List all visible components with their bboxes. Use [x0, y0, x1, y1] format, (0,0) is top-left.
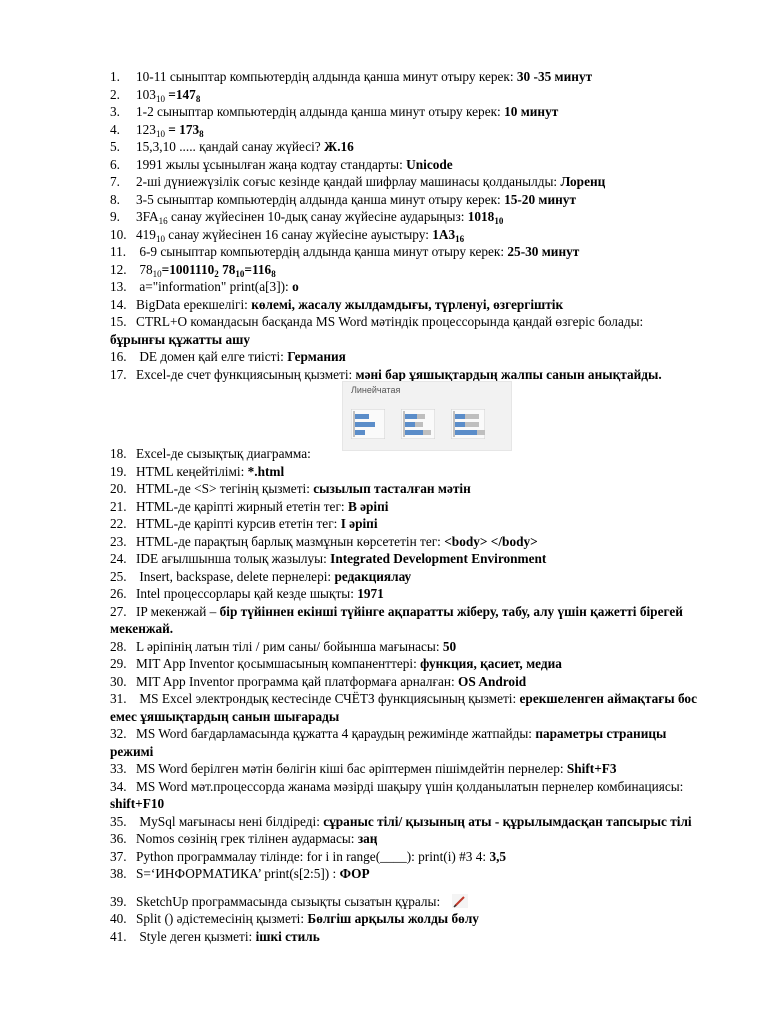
- question-item: [110, 655, 700, 673]
- answer-text: Германия: [287, 349, 346, 364]
- answer-text: B әріпі: [347, 498, 389, 514]
- question-item: [110, 296, 700, 314]
- answer-text: <body> </body>: [444, 533, 538, 549]
- question-text: 78: [136, 261, 153, 277]
- answer-text: shift+F10: [110, 796, 165, 811]
- answer-text: =1001110: [161, 261, 215, 277]
- answer-text: I әріпі: [340, 516, 378, 531]
- answer-text: =116: [244, 261, 272, 277]
- item-number: 28.: [110, 638, 127, 654]
- answer-text: бір түйіннен екінші түйінге ақпаратты жіберу, табу, алу үшін қажетті бірегей мекенжай.: [110, 603, 683, 636]
- item-number: 25.: [110, 568, 127, 584]
- answer-text: 50: [442, 638, 457, 654]
- answer-subscript: 8: [195, 93, 201, 104]
- question-item: [110, 778, 700, 813]
- answer-text: Shift+F3: [566, 761, 617, 776]
- question-text: Excel-де счет функциясының қызметі:: [136, 366, 356, 382]
- item-number: 21.: [110, 498, 127, 514]
- question-item: [110, 156, 700, 174]
- question-item: [110, 928, 700, 946]
- item-value: 123: [136, 121, 156, 137]
- question-text: HTML-де қаріпті курсив ететін тег:: [136, 516, 341, 531]
- question-item: [110, 760, 700, 778]
- item-number: 12.: [110, 261, 127, 277]
- item-number: 40.: [110, 911, 127, 926]
- question-item: [110, 278, 700, 296]
- item-number: 29.: [110, 656, 127, 671]
- question-item: [110, 191, 700, 209]
- answer-text: заң: [357, 831, 378, 846]
- question-text: BigData ерекшелігі:: [136, 296, 252, 312]
- item-number: 36.: [110, 831, 127, 846]
- answer-text: 15-20 минут: [504, 191, 576, 207]
- question-item: [110, 568, 700, 586]
- question-text: 3FA: [136, 209, 159, 224]
- question-text: санау жүйесінен 16 санау жүйесіне ауыстыру:: [164, 226, 433, 242]
- question-text: санау жүйесінен 10-дық санау жүйесіне аударыңыз:: [167, 209, 468, 224]
- item-number: 14.: [110, 296, 127, 312]
- question-text: 419: [136, 226, 156, 242]
- question-item: [110, 261, 700, 279]
- question-subscript: 10: [152, 268, 162, 279]
- answer-text: 10 минут: [504, 104, 559, 119]
- question-text: 6-9 сыныптар компьютердің алдында қанша минут отыру керек:: [136, 244, 508, 259]
- answer-text: Ж.16: [324, 139, 354, 154]
- pencil-tool-icon: [452, 894, 468, 908]
- item-number: 41.: [110, 928, 127, 944]
- answer-text: 3,5: [489, 848, 507, 864]
- question-text: MySql мағынасы нені білдіреді:: [136, 813, 324, 829]
- question-text: L әріпінің латын тілі / рим саны/ бойынша мағынасы:: [136, 638, 443, 654]
- item-subscript: 10: [155, 128, 165, 139]
- item-number: 39.: [110, 893, 127, 909]
- item-number: 3.: [110, 104, 120, 119]
- item-number: 35.: [110, 813, 127, 829]
- answer-text: мәні бар ұяшықтардың жалпы санын анықтайды.: [355, 366, 662, 382]
- question-text: Insert, backspase, delete пернелері:: [136, 568, 335, 584]
- item-number: 26.: [110, 586, 127, 601]
- question-text: Split () әдістемесінің қызметі:: [136, 911, 308, 926]
- item-number: 16.: [110, 349, 127, 364]
- question-text: MS Word берілген мәтін бөлігін кіші бас әріптермен пішімдейтін пернелер:: [136, 761, 567, 776]
- answer-text: функция, қасиет, медиа: [420, 656, 562, 671]
- answer-text: Бөлгіш арқылы жолды бөлу: [307, 911, 479, 926]
- item-number: 8.: [110, 191, 120, 207]
- spacer: [110, 883, 700, 893]
- answer-text: OS Android: [458, 673, 527, 689]
- item-number: 15.: [110, 314, 127, 329]
- item-number: 11.: [110, 244, 127, 259]
- question-item: [110, 480, 700, 498]
- answer-text: o: [292, 279, 299, 294]
- item-number: 19.: [110, 463, 127, 479]
- answer-text: редакциялау: [334, 568, 412, 584]
- item-number: 23.: [110, 533, 127, 549]
- question-item: [110, 813, 700, 831]
- item-number: 13.: [110, 279, 127, 294]
- question-text: Python программалау тілінде: for i in range(____): print(i) #3 4:: [136, 848, 490, 864]
- question-text: Intel процессорлары қай кезде шықты:: [136, 586, 358, 601]
- question-text: Nomos сөзінің грек тілінен аудармасы:: [136, 831, 358, 846]
- answer-text: ішкі стиль: [255, 928, 320, 944]
- answer-text: Лоренц: [560, 174, 606, 189]
- chart-type-caption: Линейчатая: [351, 385, 401, 395]
- item-number: 30.: [110, 673, 127, 689]
- answer-text: *.html: [247, 463, 285, 479]
- answer-text: Unicode: [406, 156, 453, 172]
- item-number: 34.: [110, 778, 127, 794]
- question-text: MS Word бағдарламасында құжатта 4 қараудың режимінде жатпайды:: [136, 726, 536, 741]
- item-number: 20.: [110, 481, 127, 496]
- question-text: MS Excel электрондық кестесінде СЧЁТЗ функциясының қызметі:: [136, 691, 520, 706]
- question-item: [110, 103, 700, 121]
- question-item: [110, 725, 700, 760]
- answer-text: көлемі, жасалу жылдамдығы, түрленуі, өзгергіштік: [251, 296, 564, 312]
- chart-thumbnail-row: [110, 383, 700, 445]
- answer-text: 1018: [467, 209, 495, 224]
- question-list: [110, 68, 700, 945]
- question-item: [110, 226, 700, 244]
- item-number: 22.: [110, 516, 127, 531]
- question-item: [110, 638, 700, 656]
- answer-subscript: 8: [199, 128, 204, 139]
- question-item: [110, 550, 700, 568]
- question-text: 78: [218, 261, 236, 277]
- question-text: 1-2 сыныптар компьютердің алдында қанша минут отыру керек:: [136, 104, 505, 119]
- answer-text: параметры страницы режимі: [110, 726, 667, 759]
- item-value: 103: [136, 86, 156, 102]
- question-text: 10-11 сыныптар компьютердің алдында қанша минут отыру керек:: [136, 69, 517, 84]
- question-item: [110, 121, 700, 139]
- question-item: [110, 243, 700, 261]
- answer-subscript: 10: [494, 216, 504, 226]
- answer-text: ерекшеленген аймақтағы бос емес ұяшықтардың санын шығарады: [110, 691, 697, 724]
- answer-subscript: 8: [271, 268, 276, 279]
- question-item: [110, 690, 700, 725]
- item-number: 2.: [110, 86, 120, 102]
- question-text: 3-5 сыныптар компьютердің алдында қанша минут отыру керек:: [136, 191, 505, 207]
- item-number: 32.: [110, 726, 127, 741]
- answer-text: 1A3: [432, 226, 456, 242]
- answer-text: 1971: [357, 586, 384, 601]
- question-text: CTRL+O командасын басқанда MS Word мәтіндік процессорында қандай өзгеріс болады:: [136, 314, 644, 329]
- question-subscript: 16: [158, 216, 168, 226]
- item-number: 6.: [110, 156, 120, 172]
- answer-subscript: 2: [214, 268, 219, 279]
- question-text: MIT App Inventor программа қай платформаға арналған:: [136, 673, 459, 689]
- question-text: MS Word мәт.процессорда жанама мәзірді шақыру үшін қолданылатын пернелер комбинациясы:: [136, 778, 684, 794]
- item-number: 1.: [110, 69, 120, 84]
- question-item: [110, 138, 700, 156]
- question-text: IP мекенжай –: [136, 603, 220, 619]
- question-item: [110, 68, 700, 86]
- question-item: [110, 86, 700, 104]
- item-number: 17.: [110, 366, 127, 382]
- answer-text: 30 -35 минут: [516, 69, 593, 84]
- answer-text: 25-30 минут: [507, 244, 580, 259]
- question-item: [110, 830, 700, 848]
- question-item: [110, 463, 700, 481]
- question-subscript: 10: [155, 233, 165, 244]
- horizontal-bar-chart-icon: [451, 409, 485, 439]
- answer-text: ФОР: [339, 866, 370, 881]
- answer-text: =147: [164, 86, 196, 102]
- question-text: 15,3,10 ..... қандай санау жүйесі?: [136, 139, 325, 154]
- item-number: 31.: [110, 691, 127, 706]
- question-text: a="information" print(a[3]):: [136, 279, 293, 294]
- question-item: [110, 673, 700, 691]
- question-item: [110, 173, 700, 191]
- item-number: 33.: [110, 761, 127, 776]
- question-text: SketchUp программасында сызықты сызатын құралы:: [136, 893, 444, 909]
- question-item: [110, 893, 700, 911]
- question-item: [110, 603, 700, 638]
- question-text: DE домен қай елге тиісті:: [136, 349, 288, 364]
- item-number: 4.: [110, 121, 120, 137]
- question-text: HTML-де парақтың барлық мазмұнын көрсететін тег:: [136, 533, 445, 549]
- question-item: [110, 208, 700, 226]
- question-text: Excel-де сызықтық диаграмма:: [136, 446, 311, 461]
- question-item: [110, 498, 700, 516]
- question-item: [110, 585, 700, 603]
- question-item: [110, 348, 700, 366]
- answer-text: = 173: [164, 121, 200, 137]
- item-subscript: 10: [155, 93, 165, 104]
- item-number: 37.: [110, 848, 127, 864]
- item-number: 5.: [110, 139, 120, 154]
- item-number: 27.: [110, 603, 127, 619]
- answer-text: Integrated Development Environment: [330, 551, 547, 566]
- question-item: [110, 910, 700, 928]
- bar-chart-thumbnail: [342, 381, 512, 451]
- question-text: HTML кеңейтілімі:: [136, 463, 248, 479]
- horizontal-bar-chart-icon: [401, 409, 435, 439]
- item-number: 9.: [110, 209, 120, 224]
- question-text: S=‘ИНФОРМАТИКА’ print(s[2:5]) :: [136, 866, 340, 881]
- question-item: [110, 313, 700, 348]
- question-text: IDE ағылшынша толық жазылуы:: [136, 551, 331, 566]
- item-number: 24.: [110, 551, 127, 566]
- question-text: HTML-де қаріпті жирный ететін тег:: [136, 498, 348, 514]
- answer-text: сұраныс тілі/ қызының аты - құрылымдасқан тапсырыс тілі: [323, 813, 692, 829]
- item-number: 18.: [110, 446, 127, 461]
- item-number: 10.: [110, 226, 127, 242]
- answer-text: сызылып тасталған мәтін: [313, 481, 471, 496]
- item-number: 7.: [110, 174, 120, 189]
- horizontal-bar-chart-icon: [351, 409, 385, 439]
- question-item: [110, 848, 700, 866]
- question-item: [110, 865, 700, 883]
- item-number: 38.: [110, 866, 127, 881]
- question-text: Style деген қызметі:: [136, 928, 256, 944]
- question-text: MIT App Inventor қосымшасының компаненттері:: [136, 656, 421, 671]
- question-text: 1991 жылы ұсынылған жаңа кодтау стандарты:: [136, 156, 407, 172]
- question-text: HTML-де <S> тегінің қызметі:: [136, 481, 314, 496]
- question-text: 2-ші дүниежүзілік соғыс кезінде қандай шифрлау машинасы қолданылды:: [136, 174, 561, 189]
- answer-text: бұрынғы құжатты ашу: [110, 331, 251, 347]
- question-subscript: 10: [235, 268, 245, 279]
- question-item: [110, 533, 700, 551]
- answer-subscript: 16: [455, 233, 465, 244]
- question-item: [110, 515, 700, 533]
